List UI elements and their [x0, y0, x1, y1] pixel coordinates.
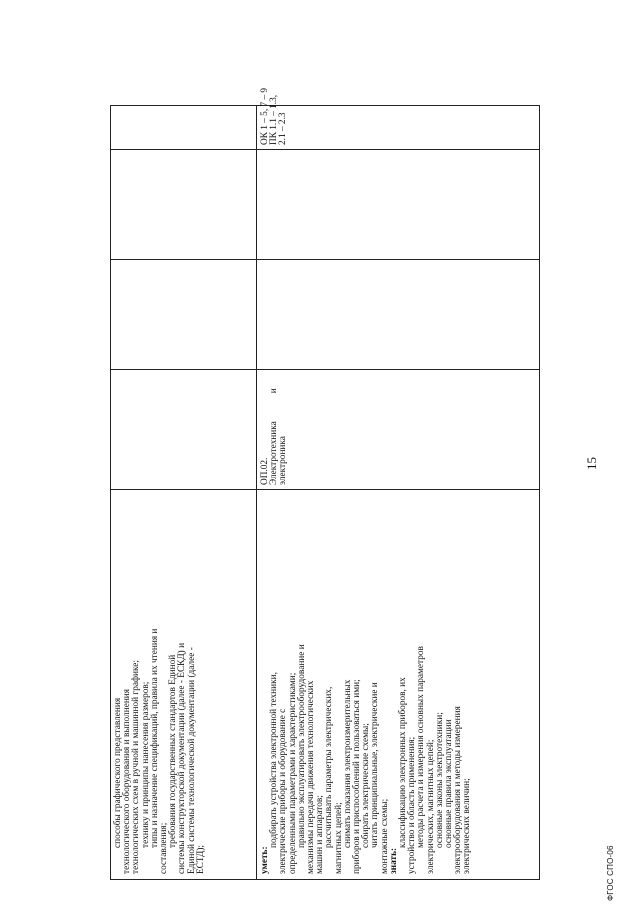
competency-line: ПК 1.1 – 1.3, — [269, 94, 280, 145]
curriculum-table — [110, 87, 540, 880]
col-divider — [110, 369, 540, 370]
text-line: электрооборудования и методы измерения — [453, 706, 464, 874]
text-line: основные законы электротехники; — [434, 712, 445, 848]
text-line: электрических, магнитных цепей; — [425, 739, 436, 874]
text-line: устройство и область применения; — [407, 736, 418, 874]
text-line: электрические приборы и оборудование с — [278, 708, 289, 874]
text-line: способы графического представления — [113, 697, 123, 848]
text-line: системы конструкторской документации (далее - ЕСКД) и — [177, 642, 188, 874]
text-line: читать принципиальные, электрические и — [370, 682, 381, 848]
prev-row-content — [114, 629, 206, 874]
text-line: составления; — [159, 822, 170, 874]
text-line: технику и принципы нанесения размеров; — [140, 681, 151, 848]
text-line: классификацию электронных приборов, их — [398, 677, 409, 848]
col-divider — [110, 149, 540, 150]
text-line: знать: — [388, 847, 399, 874]
competencies-cell — [261, 88, 289, 145]
text-line: уметь: — [260, 846, 270, 874]
text-line: подбирать устройства электронной техники, — [269, 672, 280, 848]
competency-line: ОК 1 – 5, 7 – 9 — [260, 87, 270, 145]
competency-line: 2.1 – 2.3 — [278, 112, 289, 145]
discipline-cell — [261, 388, 289, 485]
text-line: снимать показания электроизмерительных — [342, 679, 353, 848]
text-line: требования государственных стандартов Единой — [168, 654, 179, 848]
text-line: приборов и приспособлений и пользоваться ими; — [352, 679, 363, 874]
text-line: собирать электрические схемы; — [361, 723, 372, 848]
text-line: технологического оборудования и выполнения — [122, 688, 133, 874]
text-line: магнитных цепей; — [333, 802, 344, 874]
row-divider — [256, 489, 257, 880]
text-line: механизмы передачи движения технологических — [306, 680, 317, 874]
text-line: технологических схем в ручной и машинной графике; — [131, 659, 142, 874]
text-line: ЕСТД); — [195, 845, 206, 874]
text-line: электрических величин; — [462, 778, 473, 874]
footer-code: ФГОС СПО-06 — [606, 845, 615, 901]
col-divider — [110, 489, 540, 490]
text-line: рассчитывать параметры электрических, — [324, 686, 335, 848]
text-line: Единой системы технологической документации (далее - — [186, 647, 197, 874]
page-number: 15 — [584, 457, 599, 470]
discipline-name-line1: Электротехникаи — [269, 388, 280, 485]
discipline-code: ОП.02. — [260, 457, 270, 485]
col-divider — [110, 259, 540, 260]
row-content — [261, 644, 473, 874]
text-line: типы и назначение спецификаций, правила их чтения и — [149, 628, 160, 848]
text-line: машин и аппаратов; — [315, 795, 326, 874]
discipline-name-line2: электроника — [278, 436, 289, 485]
text-line: правильно эксплуатировать электрооборудование и — [296, 644, 307, 848]
text-line: методы расчета и измерения основных параметров — [416, 646, 427, 848]
text-line: определенными параметрами и характеристиками; — [287, 672, 298, 874]
text-line: основные правила эксплуатации — [444, 719, 455, 848]
row-divider-right — [256, 105, 257, 490]
text-line: монтажные схемы; — [379, 798, 390, 874]
